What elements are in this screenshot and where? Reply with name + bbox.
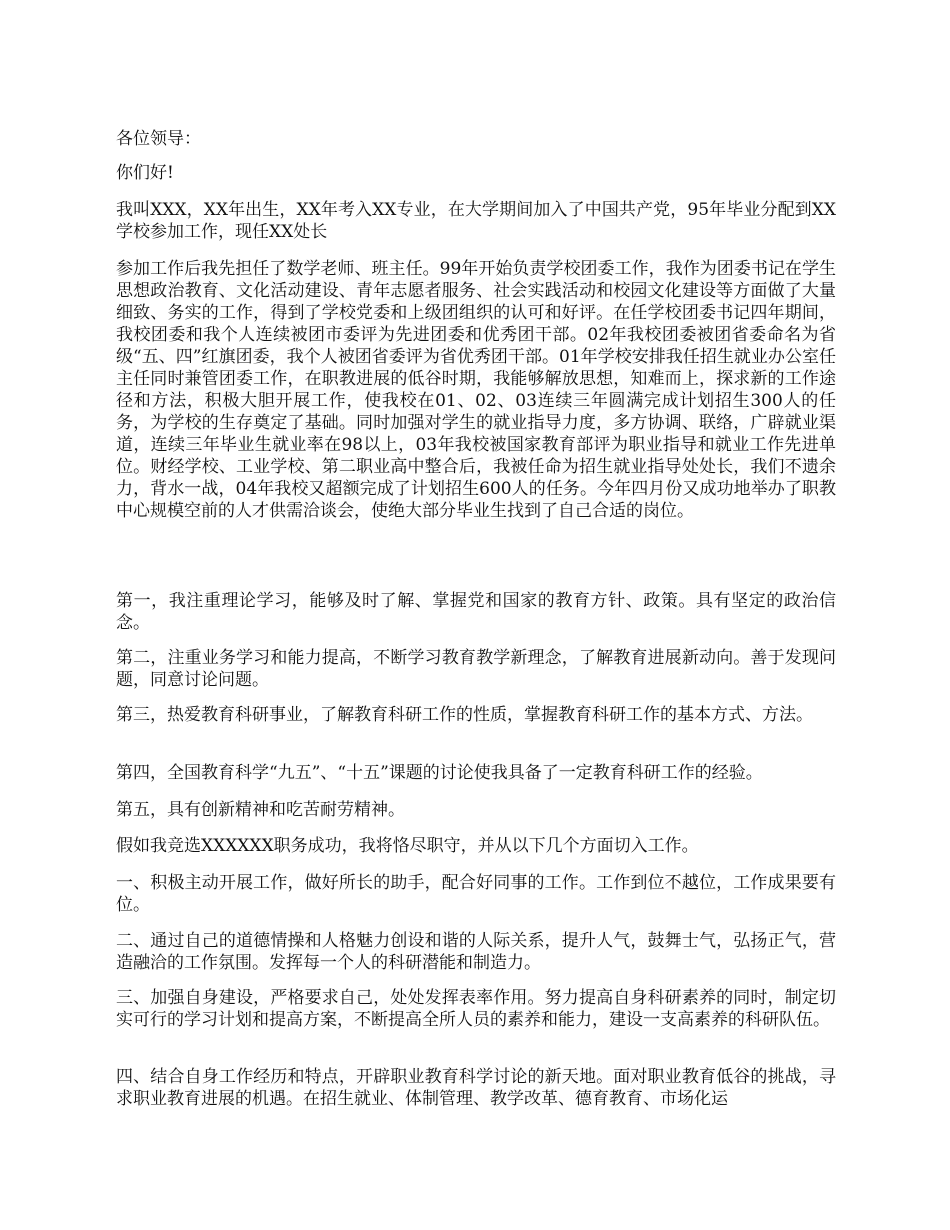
experience-paragraph: 参加工作后我先担任了数学老师、班主任。99年开始负责学校团委工作，我作为团委书记在学生思想政治教育、文化活动建设、青年志愿者服务、社会实践活动和校园文化建设等方面做了大量细致、务实的工作，得到了学校党委和上级团组织的认可和好评。在任学校团委书记四年期间，我校团委和我个人连续被团市委评为先进团委和优秀团干部。02年我校团委被团省委命名为省级“五、四”红旗团委，我个人被团省委评为省优秀团干部。01年学校安排我任招生就业办公室任主任同时兼管团委工作，在职教进展的低谷时期，我能够解放思想，知难而上，探求新的工作途径和方法，积极大胆开展工作，使我校在01、02、03连续三年圆满完成计划招生300人的任务，为学校的生存奠定了基础。同时加强对学生的就业指导力度，多方协调、联络，广辟就业渠道，连续三年毕业生就业率在98以上，03年我校被国家教育部评为职业指导和就业工作先进单位。财经学校、工业学校、第二职业高中整合后，我被任命为招生就业指导处处长，我们不遗余力，背水一战，04年我校又超额完成了计划招生600人的任务。今年四月份又成功地举办了职教中心规模空前的人才供需洽谈会，使绝大部分毕业生找到了自己合适的岗位。 — [116, 259, 836, 521]
plan-paragraph: 一、积极主动开展工作，做好所长的助手，配合好同事的工作。工作到位不越位，工作成果要有位。 — [116, 873, 836, 915]
greeting: 各位领导： — [116, 129, 201, 149]
plan-paragraph: 三、加强自身建设，严格要求自己，处处发挥表率作用。努力提高自身科研素养的同时，制定切实可行的学习计划和提高方案，不断提高全所人员的素养和能力，建设一支高素养的科研队伍。 — [116, 988, 836, 1030]
plan-paragraph: 二、通过自己的道德情操和人格魅力创设和谐的人际关系，提升人气，鼓舞士气，弘扬正气，营造融洽的工作氛围。发挥每一个人的科研潜能和制造力。 — [116, 931, 836, 973]
plan-paragraph: 四、结合自身工作经历和特点，开辟职业教育科学讨论的新天地。面对职业教育低谷的挑战，寻求职业教育进展的机遇。在招生就业、体制管理、教学改革、德育教育、市场化运 — [116, 1067, 836, 1109]
strength-paragraph: 第二，注重业务学习和能力提高，不断学习教育教学新理念，了解教育进展新动向。善于发现问题，同意讨论问题。 — [116, 648, 836, 690]
intro-paragraph: 我叫XXX，XX年出生，XX年考入XX专业，在大学期间加入了中国共产党，95年毕业分配到XX学校参加工作，现任XX处长 — [116, 200, 836, 242]
strength-paragraph: 第三，热爱教育科研事业，了解教育科研工作的性质，掌握教育科研工作的基本方式、方法。 — [116, 705, 813, 725]
strength-paragraph: 第五，具有创新精神和吃苦耐劳精神。 — [116, 800, 405, 820]
hello-line: 你们好! — [116, 163, 174, 183]
plan-intro-paragraph: 假如我竞选XXXXXX职务成功，我将恪尽职守，并从以下几个方面切入工作。 — [116, 836, 699, 856]
strength-paragraph: 第四，全国教育科学“九五”、“十五”课题的讨论使我具备了一定教育科研工作的经验。 — [116, 763, 763, 783]
strength-paragraph: 第一，我注重理论学习，能够及时了解、掌握党和国家的教育方针、政策。具有坚定的政治信念。 — [116, 591, 836, 633]
